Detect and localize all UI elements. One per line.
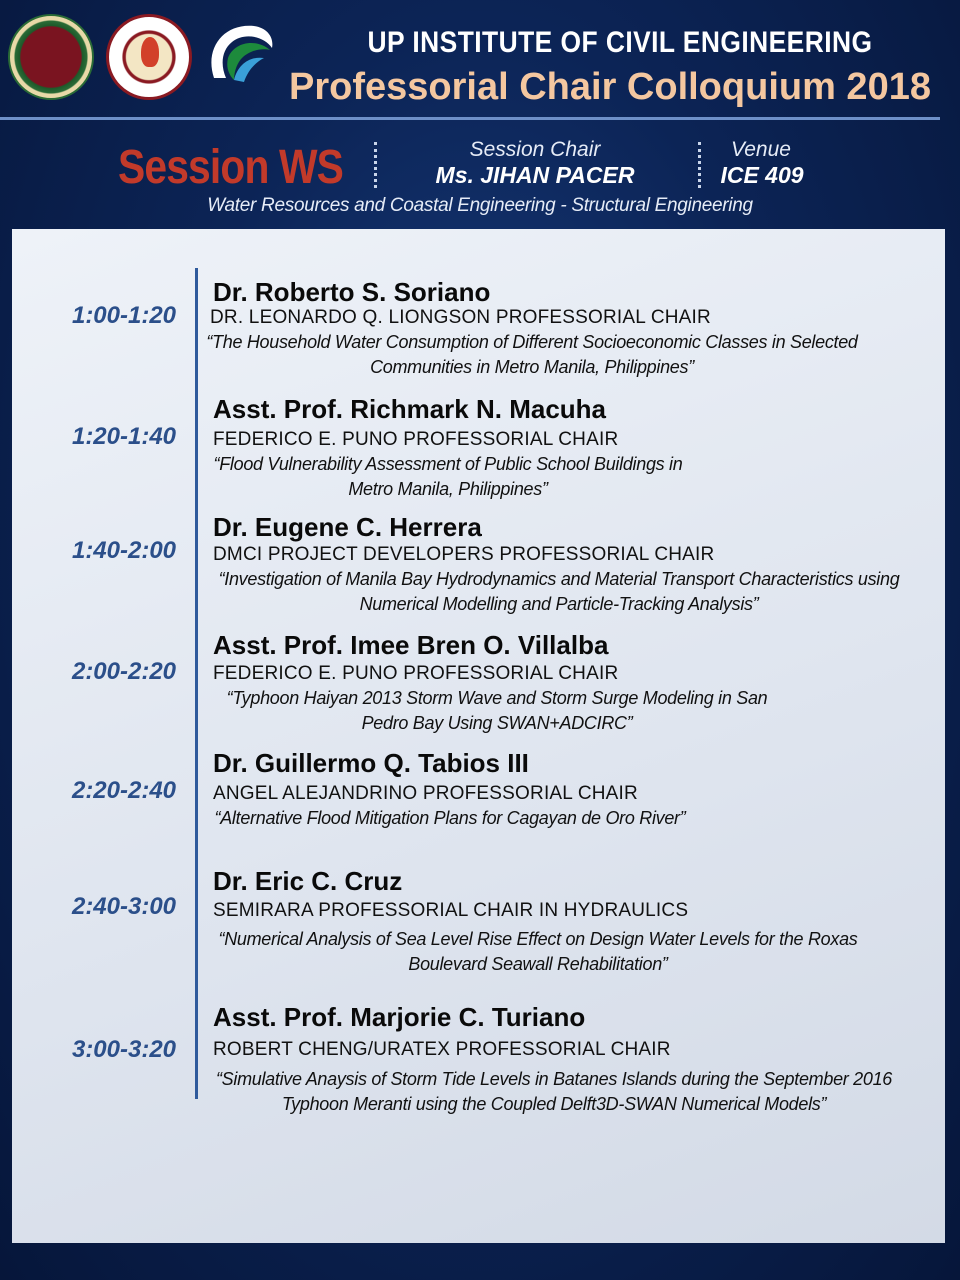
session-chair-label: Session Chair: [469, 138, 601, 161]
talk-title: “Simulative Anaysis of Storm Tide Levels in Batanes Islands during the September 2016 Typhoon Meranti using the Coupled Delft3D-SWAN Numerical Models”: [215, 1069, 893, 1114]
time-slot: 2:40-3:00: [71, 893, 177, 920]
professorial-chair: FEDERICO E. PUNO PROFESSORIAL CHAIR: [213, 663, 619, 684]
professorial-chair: ROBERT CHENG/URATEX PROFESSORIAL CHAIR: [213, 1039, 671, 1060]
institute-name: UP INSTITUTE OF CIVIL ENGINEERING: [367, 26, 873, 59]
coe-seal-logo: [106, 14, 192, 100]
speaker-name: Asst. Prof. Richmark N. Macuha: [213, 394, 606, 424]
session-code: Session WS: [118, 141, 344, 194]
speaker-name: Dr. Eric C. Cruz: [213, 866, 403, 896]
speaker-name: Asst. Prof. Marjorie C. Turiano: [213, 1002, 586, 1032]
time-slot: 1:40-2:00: [71, 537, 177, 564]
session-topic: Water Resources and Coastal Engineering - Structural Engineering: [207, 195, 753, 216]
up-seal-logo: [8, 14, 94, 100]
dotted-divider: [374, 142, 377, 188]
ice-swoosh-icon: [204, 18, 276, 98]
talk-title: “Numerical Analysis of Sea Level Rise Effect on Design Water Levels for the Roxas Boulevard Seawall Rehabilitation”: [218, 929, 858, 974]
talk-title: “Flood Vulnerability Assessment of Public School Buildings in Metro Manila, Philippines”: [213, 454, 683, 499]
talk-title: “Investigation of Manila Bay Hydrodynamics and Material Transport Characteristics using Numerical Modelling and Particle-Tracking Analysis”: [218, 569, 900, 614]
flame-icon: [141, 37, 159, 67]
ice-logo: [204, 18, 276, 98]
talk-title: “Typhoon Haiyan 2013 Storm Wave and Storm Surge Modeling in San Pedro Bay Using SWAN+ADCIRC”: [226, 688, 768, 733]
timeline-line: [195, 268, 198, 1099]
professorial-chair: DMCI PROJECT DEVELOPERS PROFESSORIAL CHAIR: [213, 544, 715, 565]
talk-title: “Alternative Flood Mitigation Plans for Cagayan de Oro River”: [214, 808, 686, 828]
session-chair-name: Ms. JIHAN PACER: [435, 162, 635, 188]
time-slot: 2:00-2:20: [71, 658, 177, 685]
speaker-name: Dr. Roberto S. Soriano: [213, 277, 491, 307]
time-slot: 1:00-1:20: [71, 302, 177, 329]
speaker-name: Dr. Eugene C. Herrera: [213, 512, 482, 542]
dotted-divider: [698, 142, 701, 188]
talk-title: “The Household Water Consumption of Different Socioeconomic Classes in Selected Communities in Metro Manila, Philippines”: [206, 332, 858, 377]
speaker-name: Dr. Guillermo Q. Tabios III: [213, 748, 529, 778]
time-slot: 1:20-1:40: [71, 423, 177, 450]
header-divider: [0, 117, 940, 120]
time-slot: 2:20-2:40: [71, 777, 177, 804]
venue-label: Venue: [731, 138, 791, 161]
event-title: Professorial Chair Colloquium 2018: [289, 66, 931, 108]
professorial-chair: DR. LEONARDO Q. LIONGSON PROFESSORIAL CHAIR: [210, 307, 711, 328]
venue-name: ICE 409: [720, 162, 804, 188]
professorial-chair: FEDERICO E. PUNO PROFESSORIAL CHAIR: [213, 429, 619, 450]
professorial-chair: ANGEL ALEJANDRINO PROFESSORIAL CHAIR: [213, 783, 638, 804]
professorial-chair: SEMIRARA PROFESSORIAL CHAIR IN HYDRAULICS: [213, 900, 689, 921]
speaker-name: Asst. Prof. Imee Bren O. Villalba: [213, 630, 609, 660]
time-slot: 3:00-3:20: [71, 1036, 177, 1063]
